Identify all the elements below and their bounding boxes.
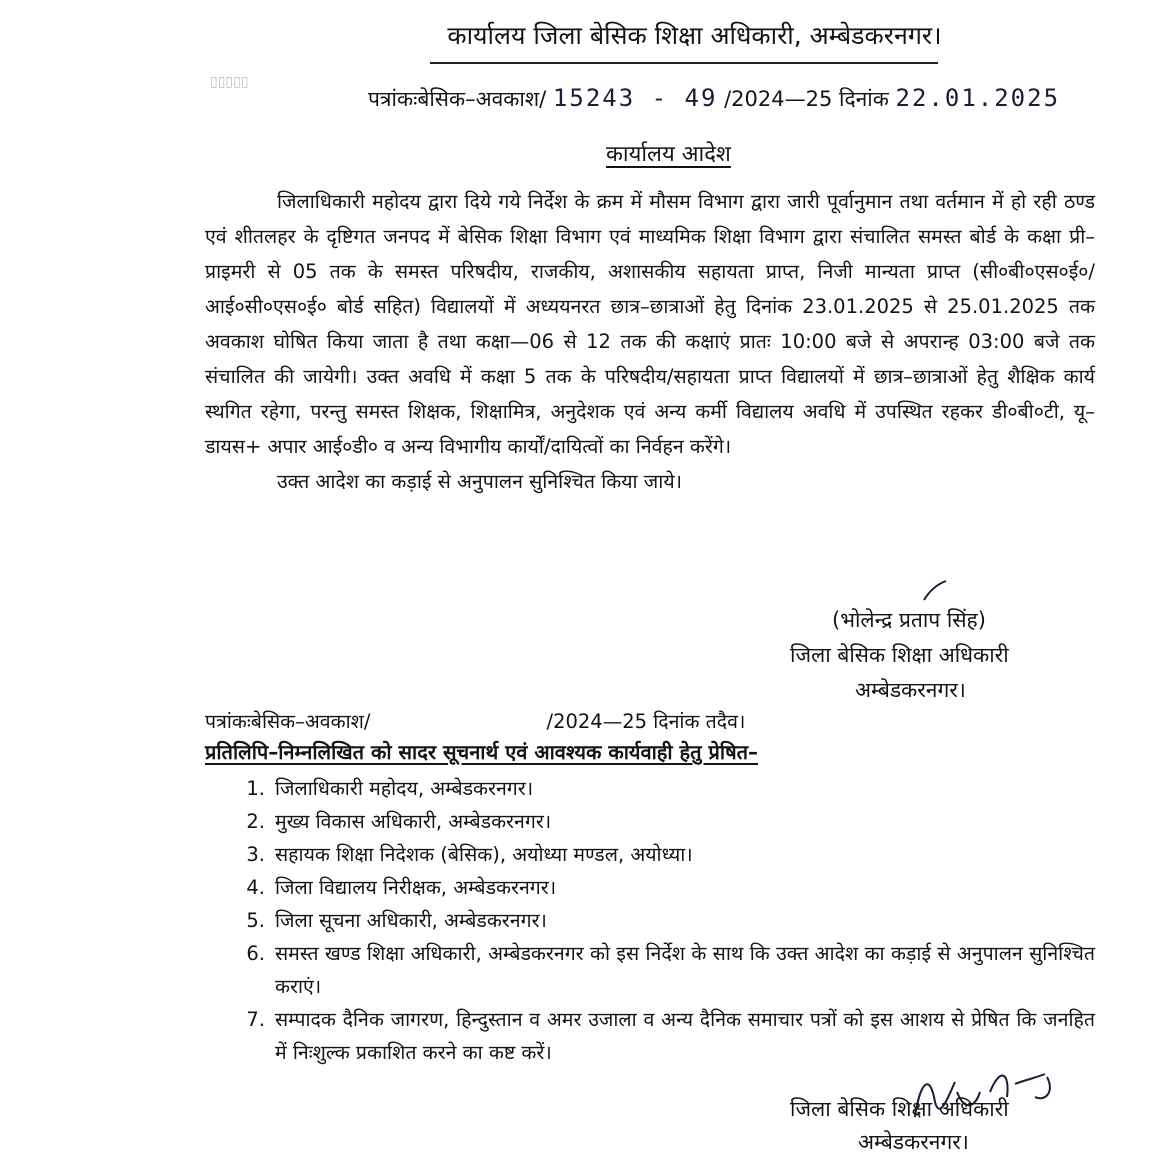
footer-place: अम्बेडकरनगर। [858, 1130, 969, 1154]
signature-mark-icon [920, 578, 950, 604]
copy-reference-prefix: पत्रांकःबेसिक–अवकाश/ [205, 710, 371, 733]
copy-heading: प्रतिलिपि–निम्नलिखित को सादर सूचनार्थ एवं आवश्यक कार्यवाही हेतु प्रेषित– [205, 740, 759, 764]
office-header: कार्यालय जिला बेसिक शिक्षा अधिकारी, अम्बेडकरनगर। [447, 21, 942, 50]
list-item-text: जिलाधिकारी महोदय, अम्बेडकरनगर। [275, 777, 534, 800]
list-item-number: 6. [246, 942, 265, 965]
order-title: कार्यालय आदेश [606, 142, 731, 167]
list-item-text: जिला सूचना अधिकारी, अम्बेडकरनगर। [275, 909, 547, 932]
list-item-text: जिला विद्यालय निरीक्षक, अम्बेडकरनगर। [275, 876, 557, 899]
list-item-number: 5. [246, 909, 265, 932]
faint-stamp-trace: ▯▯▯▯▯ [210, 74, 249, 90]
copy-list [205, 772, 1095, 1069]
list-item-text: सम्पादक दैनिक जागरण, हिन्दुस्तान व अमर उजाला व अन्य दैनिक समाचार पत्रों को इस आशय से प्रेषित कि जनहित में निःशुल्क प्रकाशित करने का कष्ट करें। [275, 1008, 1095, 1064]
handwritten-reference-number: 15243 - 49 [552, 84, 718, 112]
list-item-number: 1. [246, 777, 265, 800]
list-item [205, 805, 1095, 838]
handwritten-date: 22.01.2025 [895, 84, 1061, 112]
copy-reference-line [205, 707, 745, 734]
list-item [205, 838, 1095, 871]
compliance-line: उक्त आदेश का कड़ाई से अनुपालन सुनिश्चित किया जाये। [277, 470, 683, 493]
copy-reference-suffix: /2024—25 दिनांक तदैव। [546, 710, 746, 733]
order-paragraph: जिलाधिकारी महोदय द्वारा दिये गये निर्देश के क्रम में मौसम विभाग द्वारा जारी पूर्वानुमान तथा वर्तमान में हो रही ठण्ड एवं शीतलहर के दृष्टिगत जनपद में बेसिक शिक्षा विभाग एवं माध्यमिक शिक्षा विभाग द्वारा संचालित समस्त बोर्ड के कक्षा प्री–प्राइमरी से 05 तक के समस्त परिषदीय, राजकीय, अशासकीय सहायता प्राप्त, निजी मान्यता प्राप्त (सी०बी०एस०ई०/आई०सी०एस०ई० बोर्ड सहित) विद्यालयों में अध्ययनरत छात्र–छात्राओं हेतु दिनांक 23.01.2025 से 25.01.2025 तक अवकाश घोषित किया जाता है तथा कक्षा—06 से 12 तक की कक्षाएं प्रातः 10:00 बजे से अपरान्ह 03:00 बजे तक संचालित की जायेगी। उक्त अवधि में कक्षा 5 तक के परिषदीय/सहायता प्राप्त विद्यालयों में छात्र–छात्राओं हेतु शैक्षिक कार्य स्थगित रहेगा, परन्तु समस्त शिक्षक, शिक्षामित्र, अनुदेशक एवं अन्य कर्मी विद्यालय अवधि में उपस्थित रहकर डी०बी०टी, यू–डायस+ अपार आई०डी० व अन्य विभागीय कार्यों/दायित्वों का निर्वहन करेंगे। [205, 190, 1095, 458]
list-item [205, 904, 1095, 937]
list-item [205, 937, 1095, 1003]
header-rule [430, 62, 938, 64]
reference-line [368, 84, 1060, 113]
list-item-number: 4. [246, 876, 265, 899]
footer-designation: जिला बेसिक शिक्षा अधिकारी [790, 1097, 1009, 1121]
list-item-number: 2. [246, 810, 265, 833]
signatory-place: अम्बेडकरनगर। [855, 678, 966, 702]
list-item-text: सहायक शिक्षा निदेशक (बेसिक), अयोध्या मण्डल, अयोध्या। [275, 843, 693, 866]
order-body [205, 184, 1095, 499]
reference-prefix: पत्रांकःबेसिक–अवकाश/ [368, 87, 547, 111]
signatory-name: (भोलेन्द्र प्रताप सिंह) [832, 608, 986, 632]
list-item-number: 3. [246, 843, 265, 866]
list-item-text: समस्त खण्ड शिक्षा अधिकारी, अम्बेडकरनगर को इस निर्देश के साथ कि उक्त आदेश का कड़ाई से अनुपालन सुनिश्चित कराएं। [275, 942, 1095, 998]
reference-session: /2024—25 दिनांक [724, 87, 889, 111]
list-item-text: मुख्य विकास अधिकारी, अम्बेडकरनगर। [275, 810, 552, 833]
list-item [205, 871, 1095, 904]
list-item [205, 1003, 1095, 1069]
list-item-number: 7. [246, 1008, 265, 1031]
list-item [205, 772, 1095, 805]
signatory-designation: जिला बेसिक शिक्षा अधिकारी [790, 643, 1009, 667]
